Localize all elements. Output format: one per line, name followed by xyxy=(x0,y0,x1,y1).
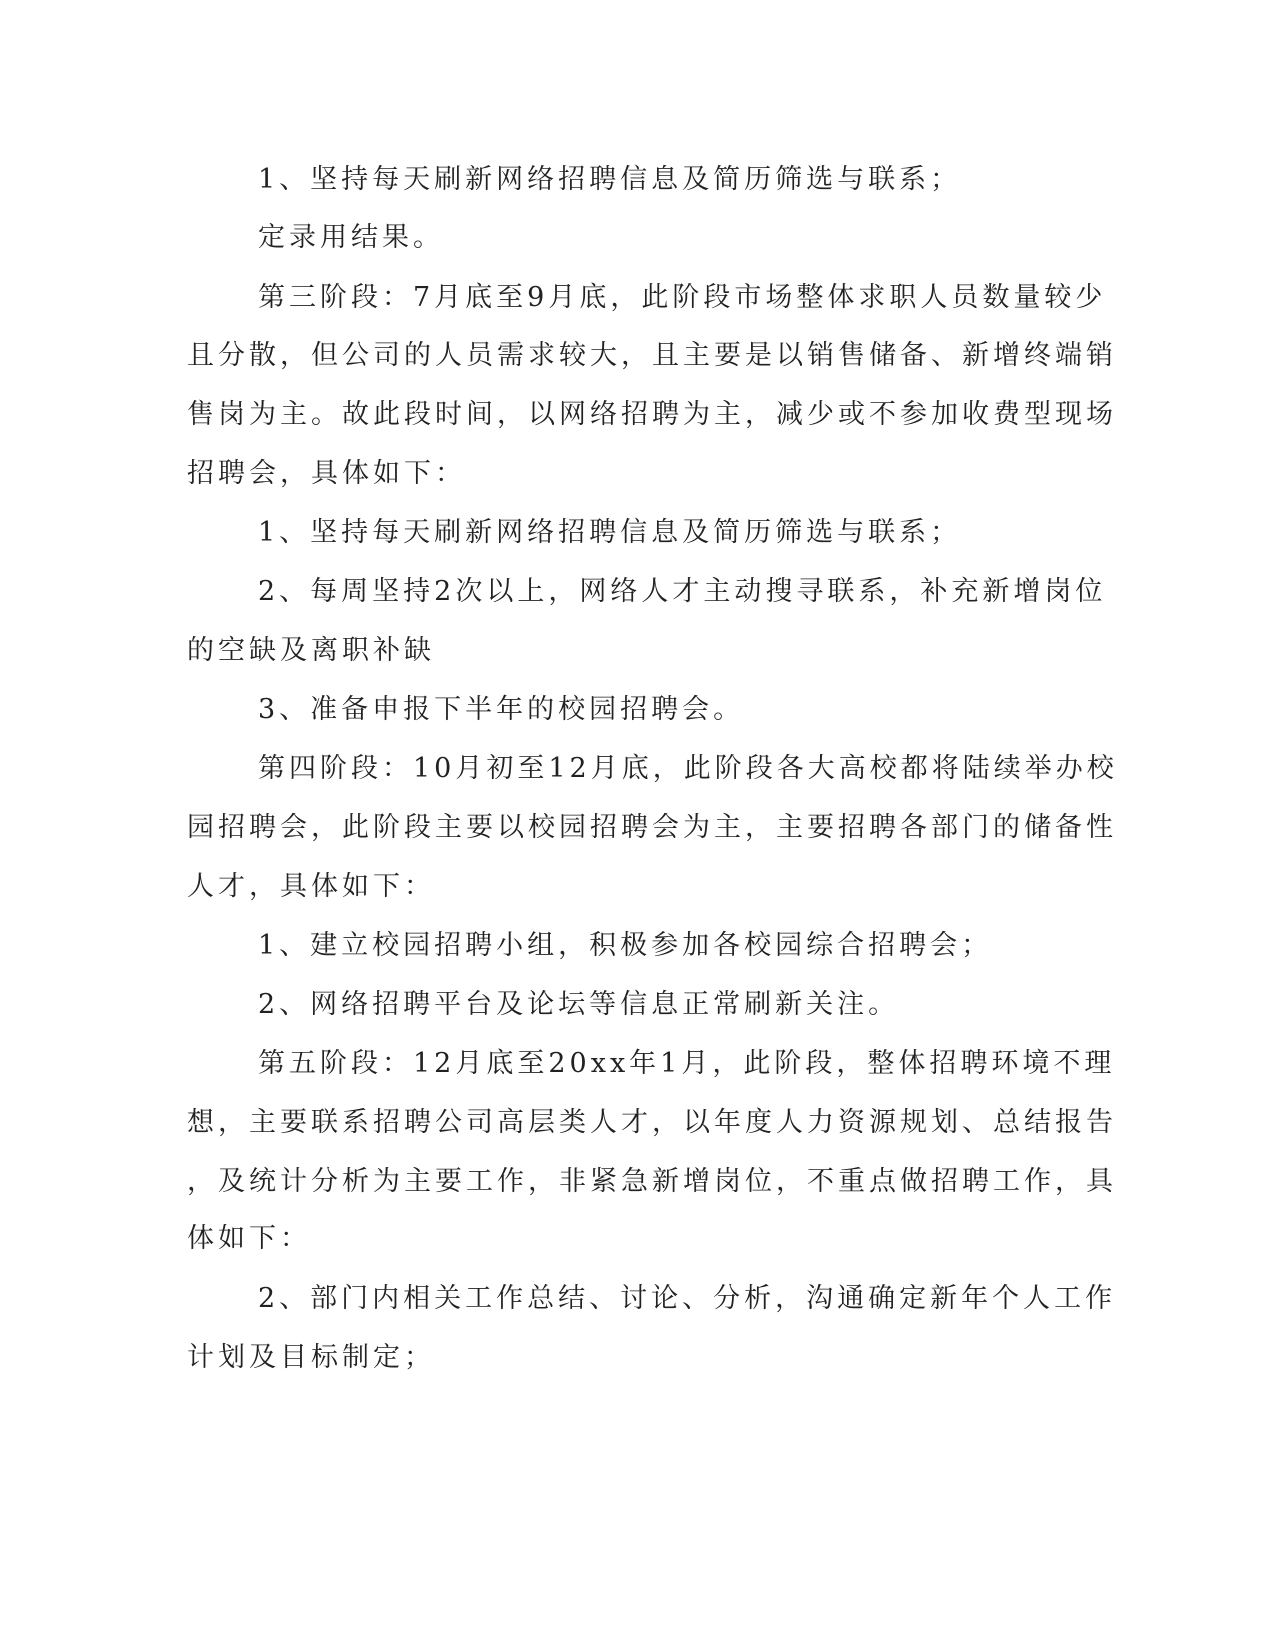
text-line: 人才，具体如下： xyxy=(187,871,435,902)
text-line: 第五阶段：12月底至20xx年1月，此阶段，整体招聘环境不理 xyxy=(258,1048,1116,1079)
text-line: 2、部门内相关工作总结、讨论、分析，沟通确定新年个人工作 xyxy=(258,1283,1117,1314)
text-line: ，及统计分析为主要工作，非紧急新增岗位，不重点做招聘工作，具 xyxy=(187,1166,1117,1197)
text-line: 园招聘会，此阶段主要以校园招聘会为主，主要招聘各部门的储备性 xyxy=(187,812,1117,843)
text-line: 1、坚持每天刷新网络招聘信息及简历筛选与联系； xyxy=(258,164,962,195)
text-line: 1、坚持每天刷新网络招聘信息及简历筛选与联系； xyxy=(258,517,962,548)
text-line: 想，主要联系招聘公司高层类人才，以年度人力资源规划、总结报告 xyxy=(187,1107,1117,1138)
text-line: 招聘会，具体如下： xyxy=(187,458,466,489)
text-line: 且分散，但公司的人员需求较大，且主要是以销售储备、新增终端销 xyxy=(187,340,1117,371)
text-line: 售岗为主。故此段时间，以网络招聘为主，减少或不参加收费型现场 xyxy=(187,399,1117,430)
text-line: 体如下： xyxy=(187,1223,311,1254)
text-line: 的空缺及离职补缺 xyxy=(187,635,435,666)
text-line: 2、每周坚持2次以上，网络人才主动搜寻联系，补充新增岗位 xyxy=(258,576,1107,607)
text-line: 第四阶段：10月初至12月底，此阶段各大高校都将陆续举办校 xyxy=(258,753,1118,784)
text-line: 1、建立校园招聘小组，积极参加各校园综合招聘会； xyxy=(258,930,993,961)
text-line: 计划及目标制定； xyxy=(187,1342,435,1373)
text-line: 定录用结果。 xyxy=(258,222,444,253)
text-line: 第三阶段：7月底至9月底，此阶段市场整体求职人员数量较少 xyxy=(258,282,1107,313)
text-line: 2、网络招聘平台及论坛等信息正常刷新关注。 xyxy=(258,989,900,1020)
text-line: 3、准备申报下半年的校园招聘会。 xyxy=(258,694,745,725)
